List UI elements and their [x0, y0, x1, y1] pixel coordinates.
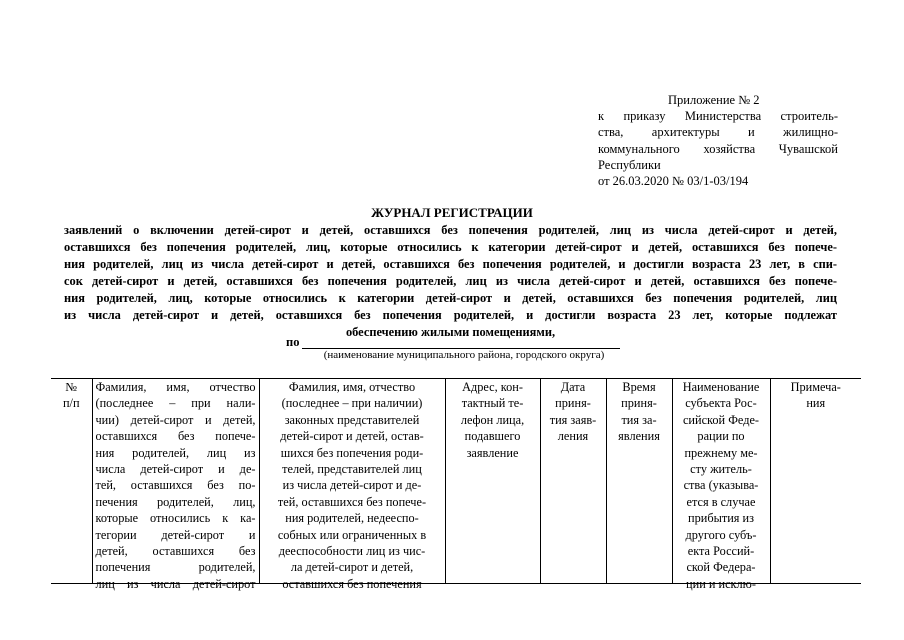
journal-description-line: оставшихся без попечения родителей, лиц, которые относились к категории детей-сирот и детей, оставшихся без попече-	[64, 240, 837, 254]
header-cell-line: (последнее – при наличии)	[281, 396, 423, 411]
appendix-line: коммунального хозяйства Чувашской	[598, 141, 838, 156]
header-cell-line: тия заяв-	[549, 412, 597, 427]
appendix-line: к приказу Министерства строитель-	[598, 109, 838, 124]
header-cell-line: ется в случае	[686, 494, 756, 509]
po-label: по	[286, 335, 300, 349]
journal-title: ЖУРНАЛ РЕГИСТРАЦИИ	[371, 205, 533, 220]
header-cell-line: сту житель-	[690, 462, 752, 477]
header-cell-line: ния родителей, лиц из	[95, 445, 256, 460]
header-cell-line: ния родителей, недееспо-	[285, 511, 419, 526]
table-header-row	[51, 379, 861, 584]
header-cell-line: оставшихся без попече-	[95, 429, 256, 444]
journal-description-line: сок детей-сирот и детей, оставшихся без попечения родителей, лиц из числа детей-сирот и детей, оставшихся без попече-	[64, 274, 837, 288]
header-cell-line: Фамилия, имя, отчество	[95, 380, 256, 394]
header-cell-line: чии) детей-сирот и детей,	[95, 412, 256, 427]
header-cell-line: детей, оставшихся без	[95, 544, 256, 559]
header-cell-date	[540, 379, 606, 584]
header-cell-line: ской Федера-	[686, 560, 756, 575]
header-cell-line: прибытия из	[688, 511, 754, 526]
header-cell-line: ления	[557, 429, 589, 444]
header-cell-line: другого субъ-	[685, 527, 757, 542]
header-cell-line: Адрес, кон-	[462, 380, 523, 394]
header-cell-line: которые относились к ка-	[95, 511, 256, 526]
header-cell-line: детей-сирот и детей, остав-	[280, 429, 424, 444]
header-cell-line: заявление	[466, 445, 519, 460]
header-cell-line: законных представителей	[284, 412, 420, 427]
header-cell-notes	[770, 379, 861, 584]
header-cell-line: тей, оставшихся без попече-	[277, 494, 427, 509]
header-cell-address	[445, 379, 540, 584]
header-cell-line: №	[65, 380, 78, 394]
registration-table	[51, 378, 861, 591]
header-cell-number	[51, 379, 92, 584]
journal-description	[64, 222, 837, 341]
header-cell-line: попечения родителей,	[95, 560, 256, 575]
appendix-date: от 26.03.2020 № 03/1-03/194	[598, 174, 749, 189]
header-cell-line: тей, оставшихся без по-	[95, 478, 256, 493]
header-cell-children-name	[92, 379, 259, 591]
header-cell-line: лефон лица,	[460, 412, 525, 427]
header-cell-representatives-name	[259, 379, 445, 591]
header-cell-line: приня-	[621, 396, 657, 411]
header-cell-line: тактный те-	[461, 396, 524, 411]
journal-description-line: ния родителей, лиц из числа детей-сирот и детей, оставшихся без попечения родителей, и достигли возраста 23 лет, в спи-	[64, 257, 837, 271]
header-cell-line: лиц из числа детей-сирот	[95, 576, 256, 591]
header-cell-line: шихся без попечения роди-	[280, 445, 424, 460]
header-cell-line: тегории детей-сирот и	[95, 527, 256, 542]
journal-description-line: из числа детей-сирот и детей, оставшихся без попечения родителей, и достигли возраста 23 лет, которые подлежат	[64, 308, 837, 322]
header-cell-line: прежнему ме-	[684, 445, 758, 460]
header-cell-line: екта Россий-	[687, 544, 755, 559]
municipality-field	[286, 334, 626, 350]
appendix-block	[598, 92, 838, 189]
header-cell-line: ния	[806, 396, 826, 411]
header-cell-line: оставшихся без попечения	[282, 576, 422, 591]
header-cell-line: Примеча-	[790, 380, 841, 394]
header-cell-line: приня-	[555, 396, 591, 411]
header-cell-line: подавшего	[464, 429, 521, 444]
header-cell-line: числа детей-сирот и де-	[95, 462, 256, 477]
header-cell-line: Фамилия, имя, отчество	[288, 380, 416, 394]
journal-description-line: ния родителей, лиц, которые относились к категории детей-сирот и детей, оставшихся без попечения родителей, лиц	[64, 291, 837, 305]
journal-description-last-line: обеспечению жилыми помещениями,	[345, 325, 556, 339]
appendix-line: Республики	[598, 157, 661, 172]
header-cell-line: из числа детей-сирот и де-	[282, 478, 422, 493]
appendix-title: Приложение № 2	[668, 93, 760, 107]
municipality-caption: (наименование муниципального района, городского округа)	[323, 349, 605, 361]
header-cell-line: ства (указыва-	[683, 478, 759, 493]
appendix-line: ства, архитектуры и жилищно-	[598, 125, 838, 140]
header-cell-line: Время	[622, 380, 656, 394]
header-cell-line: рации по	[697, 429, 745, 444]
header-cell-line: сийской Феде-	[682, 412, 760, 427]
header-cell-subject	[672, 379, 770, 591]
journal-description-line: заявлений о включении детей-сирот и детей, оставшихся без попечения родителей, лиц из числа детей-сирот и детей,	[64, 223, 837, 237]
header-cell-line: печения родителей, лиц,	[95, 494, 256, 509]
header-cell-line: собных или ограниченных в	[277, 527, 427, 542]
header-cell-line: явления	[618, 429, 660, 444]
header-cell-line: ла детей-сирот и детей,	[290, 560, 414, 575]
header-cell-line: ции и исклю-	[686, 576, 756, 591]
header-cell-line: (последнее – при нали-	[95, 396, 256, 411]
header-cell-line: субъекта Рос-	[685, 396, 757, 411]
header-cell-line: дееспособности лиц из чис-	[278, 544, 426, 559]
header-cell-time	[606, 379, 672, 584]
header-cell-line: тия за-	[621, 412, 657, 427]
header-cell-line: Наименование	[682, 380, 760, 394]
header-cell-line: Дата	[560, 380, 586, 394]
header-cell-line: телей, представителей лиц	[282, 462, 422, 477]
header-cell-line: п/п	[62, 396, 80, 411]
